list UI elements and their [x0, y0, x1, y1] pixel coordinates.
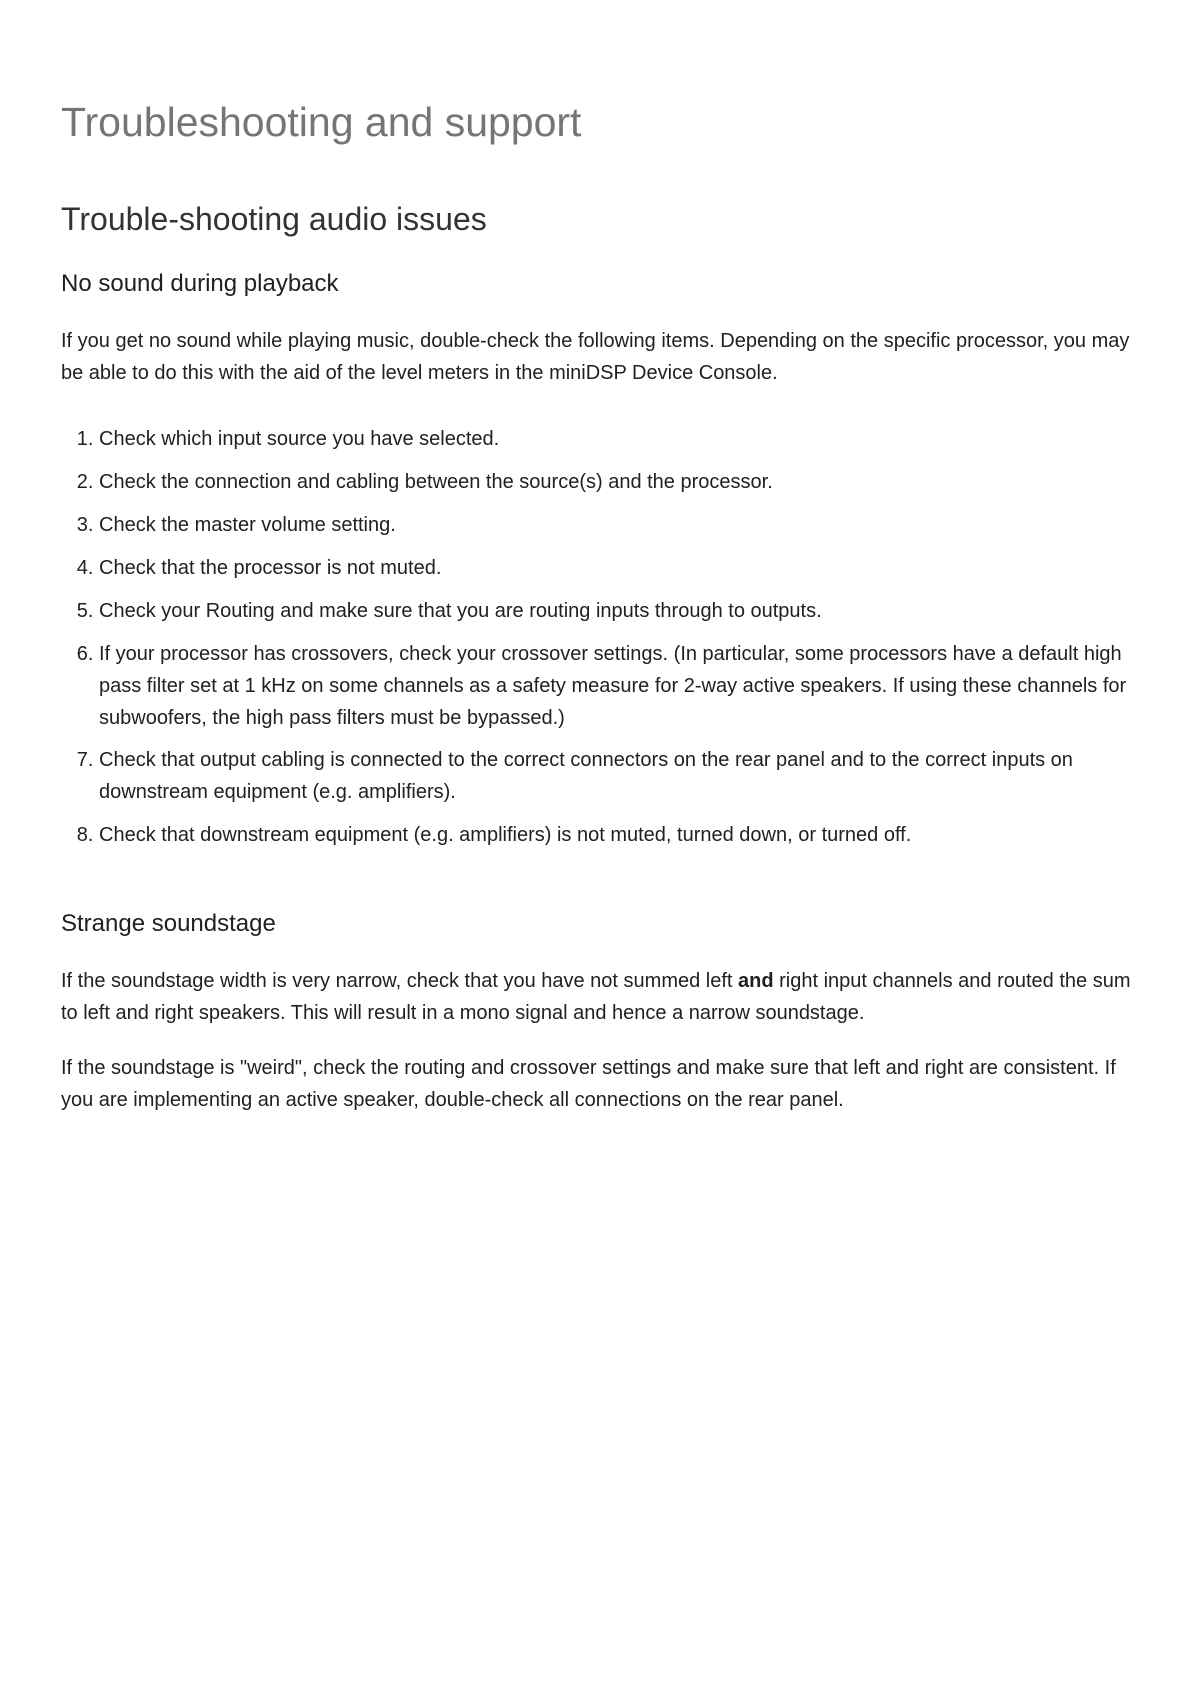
soundstage-paragraph-weird: If the soundstage is "weird", check the routing and crossover settings and make sure that left and right are consistent. If you are implementing an active speaker, double-check all connections on the rear panel.	[61, 1057, 1116, 1111]
list-item: 7. Check that output cabling is connected to the correct connectors on the rear panel and to the correct inputs on downstream equipment (e.g. amplifiers).	[99, 744, 1141, 808]
no-sound-intro: If you get no sound while playing music, double-check the following items. Depending on the specific processor, you may be able to do this with the aid of the level meters in the miniDSP Device Console.	[61, 330, 1130, 384]
text-span: right input channels and routed the sum to left and right speakers. This will result in a mono signal and hence a narrow soundstage.	[61, 970, 1131, 1024]
page-title: Troubleshooting and support	[61, 99, 582, 145]
soundstage-heading: Strange soundstage	[61, 910, 276, 937]
emphasis-and: and	[738, 970, 774, 992]
section-title: Trouble-shooting audio issues	[61, 201, 487, 237]
list-item: 3. Check the master volume setting.	[99, 509, 1141, 541]
text-span: If the soundstage width is very narrow, check that you have not summed left	[61, 970, 739, 992]
soundstage-paragraph-narrow	[61, 965, 1141, 1029]
list-item: 1. Check which input source you have selected.	[99, 423, 1141, 455]
troubleshooting-steps-list	[61, 423, 1141, 862]
list-item: 2. Check the connection and cabling between the source(s) and the processor.	[99, 466, 1141, 498]
list-item: 5. Check your Routing and make sure that you are routing inputs through to outputs.	[99, 595, 1141, 627]
no-sound-heading: No sound during playback	[61, 270, 339, 297]
list-item: 8. Check that downstream equipment (e.g. amplifiers) is not muted, turned down, or turned off.	[99, 819, 1141, 851]
list-item: 6. If your processor has crossovers, check your crossover settings. (In particular, some processors have a default high pass filter set at 1 kHz on some channels as a safety measure for 2-way active speakers. If using these channels for subwoofers, the high pass filters must be bypassed.)	[99, 638, 1141, 734]
list-item: 4. Check that the processor is not muted.	[99, 552, 1141, 584]
